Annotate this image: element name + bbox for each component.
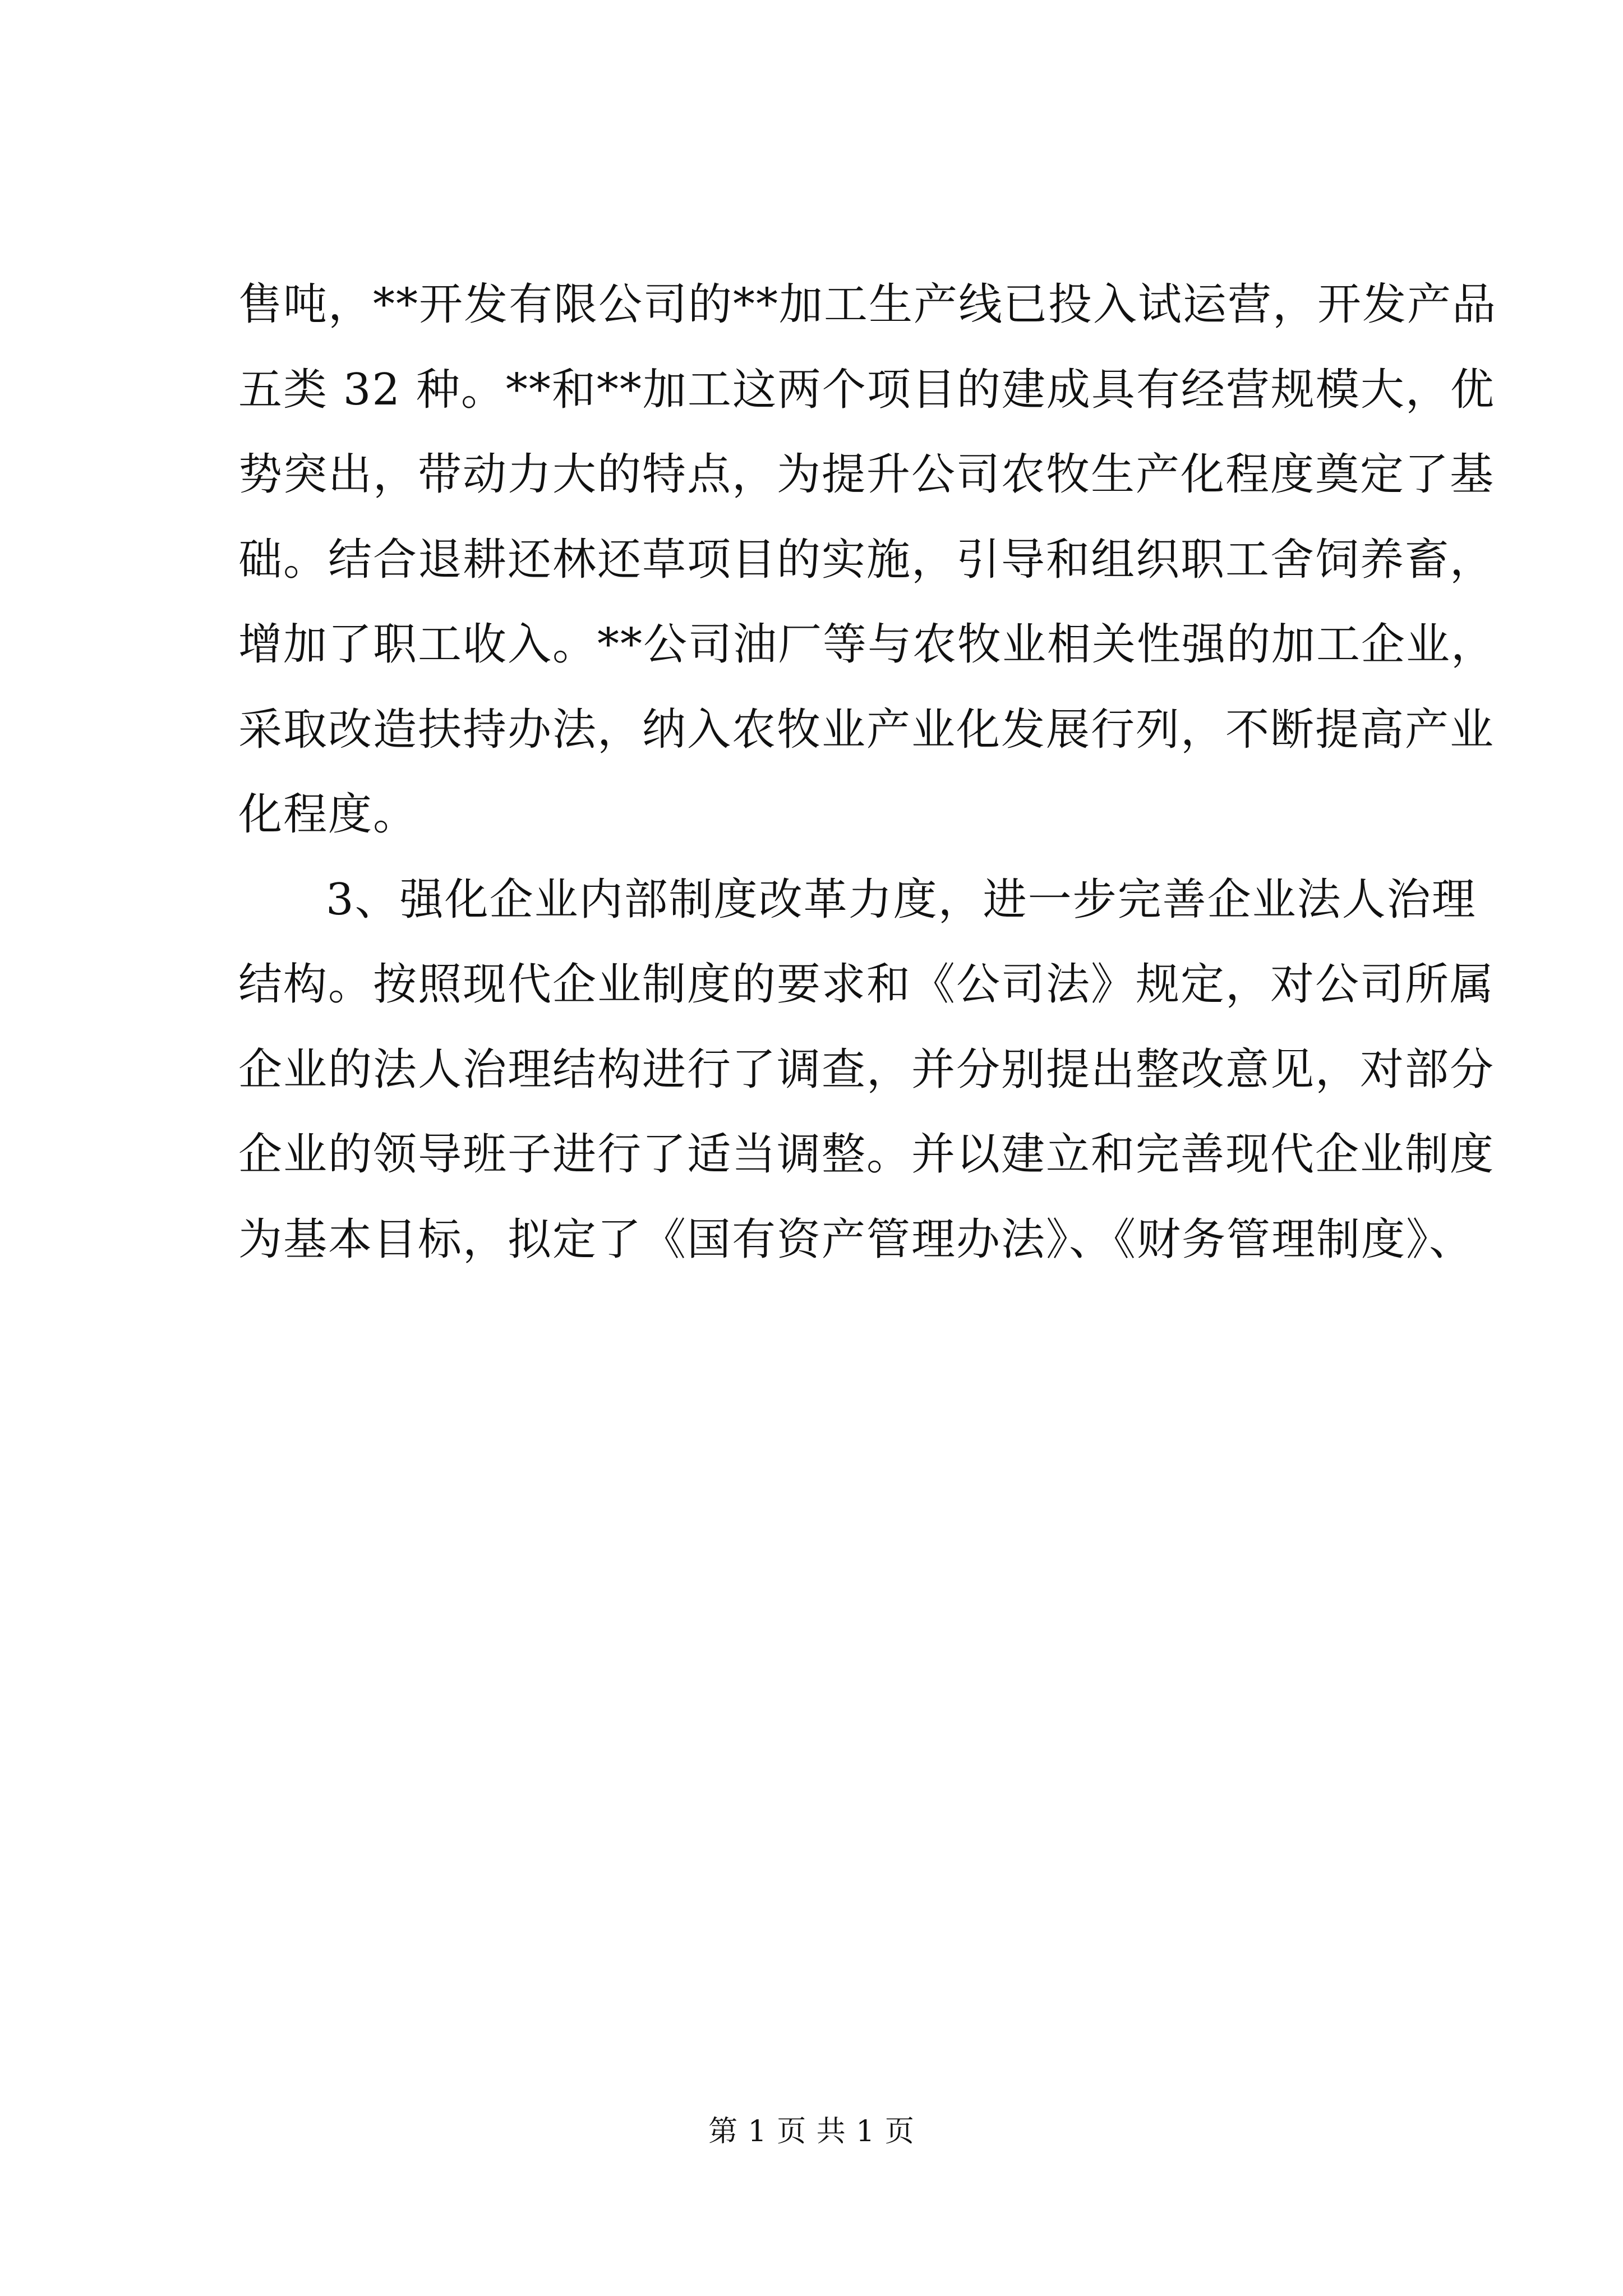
text-line: 企业的领导班子进行了适当调整。并以建立和完善现代企业制度 <box>238 1129 1495 1180</box>
text-line: 势突出，带动力大的特点，为提升公司农牧生产化程度奠定了基 <box>238 449 1495 500</box>
paragraph-first-line: 3、强化企业内部制度改革力度，进一步完善企业法人治理 <box>326 874 1477 925</box>
text-line: 化程度。 <box>238 789 418 840</box>
text-line: 增加了职工收入。**公司油厂等与农牧业相关性强的加工企业， <box>238 619 1496 670</box>
page-indicator: 第 1 页 共 1 页 <box>708 2115 915 2148</box>
text-line: 结构。按照现代企业制度的要求和《公司法》规定，对公司所属 <box>238 959 1495 1010</box>
text-line: 企业的法人治理结构进行了调查，并分别提出整改意见，对部分 <box>238 1044 1495 1095</box>
text-line: 础。结合退耕还林还草项目的实施，引导和组织职工舍饲养畜， <box>238 534 1495 585</box>
text-line: 五类 32 种。**和**加工这两个项目的建成具有经营规模大，优 <box>238 364 1495 415</box>
document-body <box>238 263 1497 1282</box>
text-line: 售吨，**开发有限公司的**加工生产线已投入试运营，开发产品 <box>238 279 1497 330</box>
text-line: 采取改造扶持办法，纳入农牧业产业化发展行列，不断提高产业 <box>238 704 1495 755</box>
text-line: 为基本目标，拟定了《国有资产管理办法》、《财务管理制度》、 <box>238 1214 1474 1265</box>
page-footer <box>0 2109 1623 2154</box>
